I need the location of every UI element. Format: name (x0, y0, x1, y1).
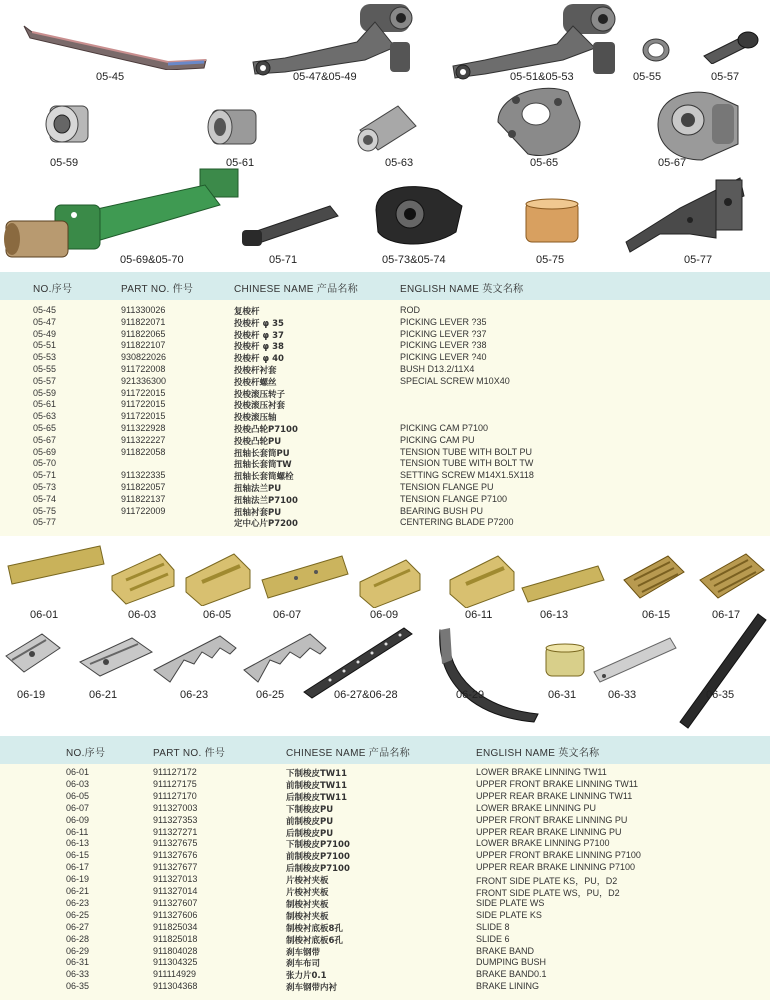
cell-part-no: 911822137 (121, 493, 166, 504)
cell-chinese-name: 投梭杆 φ 37 (234, 330, 284, 341)
cell-chinese-name: 投梭杆 φ 35 (234, 318, 284, 329)
cell-english-name: SETTING SCREW M14X1.5X118 (400, 470, 534, 481)
cell-chinese-name: 制梭衬夹板 (286, 899, 329, 910)
cell-no: 06-19 (66, 874, 90, 885)
cell-no: 05-77 (33, 517, 57, 528)
cell-english-name: UPPER FRONT BRAKE LINNING P7100 (476, 850, 641, 861)
cell-english-name: UPPER REAR BRAKE LINNING P7100 (476, 862, 636, 873)
cell-chinese-name: 投梭滚压轴 (234, 413, 277, 424)
table-header-06 (0, 736, 770, 764)
cell-no: 05-65 (33, 423, 57, 433)
cell-no: 06-09 (66, 814, 90, 825)
cell-part-no: 911304325 (153, 957, 198, 968)
cell-english-name: PICKING CAM P7100 (400, 423, 489, 433)
table-row (0, 447, 770, 459)
cell-part-no: 911722008 (121, 364, 166, 374)
cell-chinese-name: 复梭杆 (234, 307, 260, 317)
lower-brake-lining-image (4, 542, 106, 588)
cell-part-no: 921336300 (121, 375, 167, 386)
cell-english-name: UPPER REAR BRAKE LINNING TW11 (476, 790, 633, 801)
cell-part-no: 911322335 (121, 470, 166, 481)
cell-part-no: 911327013 (153, 874, 198, 885)
cell-english-name: PICKING LEVER ?38 (400, 340, 487, 351)
setting-screw-image (238, 200, 348, 250)
cell-no: 06-13 (66, 838, 90, 849)
cell-no: 05-69 (33, 446, 57, 457)
part-label: 06-35 (706, 689, 735, 701)
cell-part-no: 911127170 (153, 790, 197, 801)
cell-no: 06-21 (66, 886, 90, 896)
table-row (0, 340, 770, 352)
part-label: 06-01 (30, 609, 59, 621)
rod-image (18, 20, 213, 70)
cell-part-no: 930822026 (121, 352, 167, 363)
bearing-bush-image (520, 196, 586, 248)
cell-no: 05-70 (33, 458, 57, 469)
cell-part-no: 911327677 (153, 862, 198, 873)
cell-no: 06-11 (66, 826, 89, 837)
cell-part-no: 911330026 (121, 305, 166, 315)
cell-part-no: 911327676 (153, 850, 198, 861)
table-row (0, 946, 770, 958)
cell-chinese-name: 刹车布司 (286, 959, 321, 970)
rear-brake-lining-image (180, 546, 254, 606)
cell-chinese-name: 投梭滚压衬套 (234, 401, 286, 412)
cell-no: 06-17 (66, 862, 90, 873)
cell-no: 05-55 (33, 364, 57, 374)
parts-gallery-05 (0, 0, 770, 270)
cell-chinese-name: 投梭杆 φ 40 (234, 354, 284, 365)
cell-english-name: UPPER FRONT BRAKE LINNING PU (476, 814, 628, 825)
table-row (0, 364, 770, 376)
cell-part-no: 911722015 (121, 411, 166, 422)
table-row (0, 791, 770, 803)
picking-cam-pu-image (652, 84, 744, 164)
cell-chinese-name: 前制梭皮TW11 (286, 780, 348, 791)
cell-part-no: 911722015 (121, 387, 166, 398)
table-row (0, 779, 770, 791)
cell-no: 05-45 (33, 305, 57, 315)
cell-part-no: 911327014 (153, 886, 198, 896)
cell-part-no: 911822071 (121, 316, 166, 327)
part-label: 05-45 (96, 71, 125, 83)
table-row (0, 305, 770, 317)
table-row (0, 388, 770, 400)
cell-chinese-name: 张力片0.1 (286, 971, 327, 982)
cell-chinese-name: 片梭衬夹板 (286, 888, 329, 898)
centering-blade-image (620, 168, 750, 254)
tension-tube-image (0, 165, 245, 265)
cell-no: 05-49 (33, 328, 57, 339)
table-row (0, 838, 770, 850)
cell-chinese-name: 后制梭皮P7100 (286, 864, 350, 875)
cell-chinese-name: 制梭衬夹板 (286, 911, 329, 922)
column-header-no: NO.序号 (66, 748, 106, 759)
cell-part-no: 911822057 (121, 482, 166, 492)
part-label: 06-21 (89, 689, 118, 701)
cell-english-name: TENSION FLANGE P7100 (400, 493, 508, 504)
table-row (0, 494, 770, 506)
bush-ring-image (640, 36, 672, 64)
table-row (0, 886, 770, 898)
cell-chinese-name: 制梭衬底板8孔 (286, 923, 343, 934)
cell-no: 06-28 (66, 933, 90, 944)
part-label: 05-71 (269, 254, 298, 266)
rear-brake-lining-pu-image (444, 548, 520, 608)
cell-part-no: 911304368 (153, 981, 198, 992)
part-label: 05-73&05-74 (382, 254, 446, 266)
table-row (0, 482, 770, 494)
cell-english-name: PICKING LEVER ?35 (400, 316, 487, 327)
part-label: 06-03 (128, 609, 157, 621)
cell-english-name: SLIDE 6 (476, 933, 510, 944)
part-label: 05-65 (530, 157, 559, 169)
table-row (0, 827, 770, 839)
table-row (0, 470, 770, 482)
front-side-plate-ws-image (76, 632, 156, 682)
brake-band-01-image (590, 632, 680, 688)
parts-table-06 (0, 764, 770, 1000)
column-header-english-name: ENGLISH NAME 英文名称 (476, 748, 600, 759)
cell-chinese-name: 投梭杆 φ 38 (234, 342, 284, 353)
cell-no: 06-31 (66, 957, 90, 968)
part-label: 06-05 (203, 609, 232, 621)
cell-chinese-name: 投梭凸轮PU (234, 436, 282, 447)
cell-chinese-name: 扭轴长套筒TW (234, 460, 292, 471)
cell-no: 05-73 (33, 482, 57, 492)
cell-part-no: 911822058 (121, 446, 166, 457)
cell-chinese-name: 制梭衬底板6孔 (286, 935, 343, 946)
part-label: 05-75 (536, 254, 565, 266)
cell-part-no: 911127175 (153, 778, 197, 789)
cell-english-name: TENSION TUBE WITH BOLT PU (400, 446, 533, 457)
part-label: 06-27&06-28 (334, 689, 398, 701)
cell-part-no: 911322928 (121, 423, 166, 433)
part-label: 06-29 (456, 689, 485, 701)
cell-no: 06-33 (66, 969, 90, 980)
cell-part-no: 911825018 (153, 933, 198, 944)
table-row (0, 922, 770, 934)
cell-part-no: 911327606 (153, 909, 198, 920)
part-label: 05-59 (50, 157, 79, 169)
table-header-05 (0, 272, 770, 300)
table-row (0, 458, 770, 470)
part-label: 06-07 (273, 609, 302, 621)
cell-chinese-name: 扭轴长套筒螺栓 (234, 472, 294, 483)
part-label: 05-67 (658, 157, 687, 169)
cell-english-name: TENSION FLANGE PU (400, 482, 494, 492)
table-row (0, 815, 770, 827)
table-row (0, 969, 770, 981)
picking-cam-image (488, 82, 588, 162)
cell-english-name: CENTERING BLADE P7200 (400, 517, 514, 528)
parts-gallery-06 (0, 536, 770, 736)
table-row (0, 767, 770, 779)
table-row (0, 352, 770, 364)
part-label: 05-55 (633, 71, 662, 83)
cell-chinese-name: 定中心片P7200 (234, 519, 298, 530)
rear-brake-lining-p7100-image (696, 548, 768, 604)
table-row (0, 910, 770, 922)
cell-no: 05-57 (33, 375, 57, 386)
cell-chinese-name: 后制梭皮PU (286, 828, 334, 839)
part-label: 06-15 (642, 609, 671, 621)
table-row (0, 898, 770, 910)
cell-chinese-name: 投梭杆衬套 (234, 366, 277, 376)
cell-english-name: DUMPING BUSH (476, 957, 547, 968)
part-label: 05-69&05-70 (120, 254, 184, 266)
column-header-chinese-name: CHINESE NAME 产品名称 (234, 284, 359, 295)
cell-no: 06-01 (66, 767, 90, 777)
cell-chinese-name: 扭轴法兰PU (234, 484, 282, 494)
cell-part-no: 911327675 (153, 838, 198, 849)
cell-english-name: FRONT SIDE PLATE KS，PU，D2 (476, 876, 618, 887)
front-side-plate-ks-image (2, 628, 64, 680)
cell-english-name: LOWER BRAKE LINNING P7100 (476, 838, 610, 849)
part-label: 05-77 (684, 254, 713, 266)
cell-no: 05-51 (33, 340, 57, 351)
table-row (0, 435, 770, 447)
cell-chinese-name: 后制梭皮TW11 (286, 792, 348, 803)
cell-part-no: 911822065 (121, 328, 166, 339)
front-brake-lining-pu-image (354, 552, 426, 608)
table-row (0, 862, 770, 874)
table-row (0, 399, 770, 411)
dumping-bush-image (540, 640, 592, 680)
side-plate-ws-image (150, 630, 240, 690)
table-row (0, 517, 770, 529)
column-header-no: NO.序号 (33, 284, 73, 295)
cell-no: 05-63 (33, 411, 57, 422)
part-label: 06-31 (548, 689, 577, 701)
cell-part-no: 911127172 (153, 767, 197, 777)
table-row (0, 506, 770, 518)
cell-part-no: 911804028 (153, 945, 198, 956)
cell-no: 05-71 (33, 470, 57, 481)
cell-english-name: SIDE PLATE WS (476, 897, 545, 908)
cell-part-no: 911322227 (121, 434, 166, 445)
parts-table-05 (0, 300, 770, 536)
cell-part-no: 911114929 (153, 969, 197, 980)
cell-chinese-name: 片梭衬夹板 (286, 876, 329, 887)
table-row (0, 411, 770, 423)
cell-english-name: SIDE PLATE KS (476, 909, 542, 920)
cell-chinese-name: 投梭凸轮P7100 (234, 425, 298, 435)
cell-chinese-name: 刹车钢带 (286, 947, 321, 958)
cell-no: 05-47 (33, 316, 57, 327)
cell-no: 05-67 (33, 434, 57, 445)
cell-english-name: SPECIAL SCREW M10X40 (400, 375, 510, 386)
lower-brake-lining-p7100-image (518, 560, 608, 604)
part-label: 05-61 (226, 157, 255, 169)
table-row (0, 803, 770, 815)
cell-chinese-name: 前制梭皮P7100 (286, 852, 350, 863)
part-label: 06-25 (256, 689, 285, 701)
cell-chinese-name: 刹车钢带内衬 (286, 983, 338, 994)
cell-english-name: BRAKE BAND (476, 945, 535, 956)
table-row (0, 981, 770, 993)
roller-bush-image (200, 104, 265, 150)
roller-image (40, 100, 102, 148)
cell-part-no: 911327271 (153, 826, 198, 837)
cell-english-name: BRAKE BAND0.1 (476, 969, 547, 980)
brake-band-image (430, 620, 550, 730)
column-header-chinese-name: CHINESE NAME 产品名称 (286, 748, 411, 759)
part-label: 06-19 (17, 689, 46, 701)
cell-no: 05-74 (33, 493, 57, 504)
column-header-part-no: PART NO. 件号 (121, 284, 194, 295)
cell-no: 05-75 (33, 505, 57, 516)
table-row (0, 423, 770, 435)
part-label: 06-17 (712, 609, 741, 621)
cell-english-name: PICKING LEVER ?37 (400, 328, 487, 339)
special-screw-image (700, 30, 762, 64)
table-row (0, 376, 770, 388)
cell-part-no: 911327353 (153, 814, 198, 825)
cell-english-name: BRAKE LINING (476, 981, 540, 992)
cell-english-name: ROD (400, 305, 420, 315)
column-header-part-no: PART NO. 件号 (153, 748, 226, 759)
part-label: 06-11 (465, 609, 493, 621)
table-row (0, 934, 770, 946)
cell-english-name: PICKING CAM PU (400, 434, 475, 445)
cell-chinese-name: 下制梭皮TW11 (286, 769, 348, 779)
cell-no: 06-25 (66, 909, 90, 920)
part-label: 06-13 (540, 609, 569, 621)
cell-part-no: 911327607 (153, 897, 198, 908)
front-brake-lining-image (106, 546, 178, 606)
cell-english-name: BUSH D13.2/11X4 (400, 364, 475, 374)
cell-no: 05-53 (33, 352, 57, 363)
cell-no: 06-23 (66, 897, 90, 908)
roller-shaft-image (350, 100, 422, 152)
cell-no: 06-29 (66, 945, 90, 956)
cell-english-name: UPPER FRONT BRAKE LINNING TW11 (476, 778, 639, 789)
cell-part-no: 911722015 (121, 399, 166, 410)
cell-no: 06-15 (66, 850, 90, 861)
part-label: 05-47&05-49 (293, 71, 357, 83)
cell-part-no: 911822107 (121, 340, 166, 351)
cell-no: 05-61 (33, 399, 57, 410)
part-label: 05-51&05-53 (510, 71, 574, 83)
cell-no: 06-35 (66, 981, 90, 992)
cell-english-name: FRONT SIDE PLATE WS，PU，D2 (476, 888, 620, 898)
column-header-english-name: ENGLISH NAME 英文名称 (400, 284, 524, 295)
table-row (0, 850, 770, 862)
cell-no: 06-03 (66, 778, 90, 789)
cell-chinese-name: 前制梭皮PU (286, 816, 334, 827)
lower-brake-lining-pu-image (258, 550, 353, 602)
cell-chinese-name: 扭轴法兰P7100 (234, 495, 298, 506)
table-row (0, 874, 770, 886)
cell-chinese-name: 扭轴衬套PU (234, 507, 282, 518)
cell-part-no: 911327003 (153, 802, 198, 813)
cell-english-name: TENSION TUBE WITH BOLT TW (400, 458, 534, 469)
cell-no: 05-59 (33, 387, 57, 398)
cell-no: 06-27 (66, 921, 90, 932)
cell-part-no: 911722009 (121, 505, 166, 516)
part-label: 06-33 (608, 689, 637, 701)
cell-chinese-name: 下制梭皮PU (286, 804, 334, 815)
cell-no: 06-05 (66, 790, 90, 801)
cell-english-name: UPPER REAR BRAKE LINNING PU (476, 826, 622, 837)
table-row (0, 957, 770, 969)
cell-chinese-name: 投梭滚压转子 (234, 389, 286, 400)
cell-english-name: PICKING LEVER ?40 (400, 352, 487, 363)
cell-english-name: LOWER BRAKE LINNING TW11 (476, 767, 607, 777)
cell-english-name: SLIDE 8 (476, 921, 510, 932)
table-row (0, 317, 770, 329)
cell-english-name: BEARING BUSH PU (400, 505, 484, 516)
cell-chinese-name: 扭轴长套筒PU (234, 448, 290, 459)
front-brake-lining-p7100-image (620, 550, 688, 602)
tension-flange-image (368, 180, 468, 252)
cell-chinese-name: 投梭杆螺丝 (234, 377, 277, 388)
part-label: 05-57 (711, 71, 740, 83)
cell-part-no: 911825034 (153, 921, 198, 932)
cell-chinese-name: 下制梭皮P7100 (286, 840, 350, 851)
part-label: 05-63 (385, 157, 414, 169)
part-label: 06-23 (180, 689, 209, 701)
brake-lining-image (676, 610, 770, 730)
table-row (0, 329, 770, 341)
cell-no: 06-07 (66, 802, 90, 813)
cell-english-name: LOWER BRAKE LINNING PU (476, 802, 597, 813)
part-label: 06-09 (370, 609, 399, 621)
